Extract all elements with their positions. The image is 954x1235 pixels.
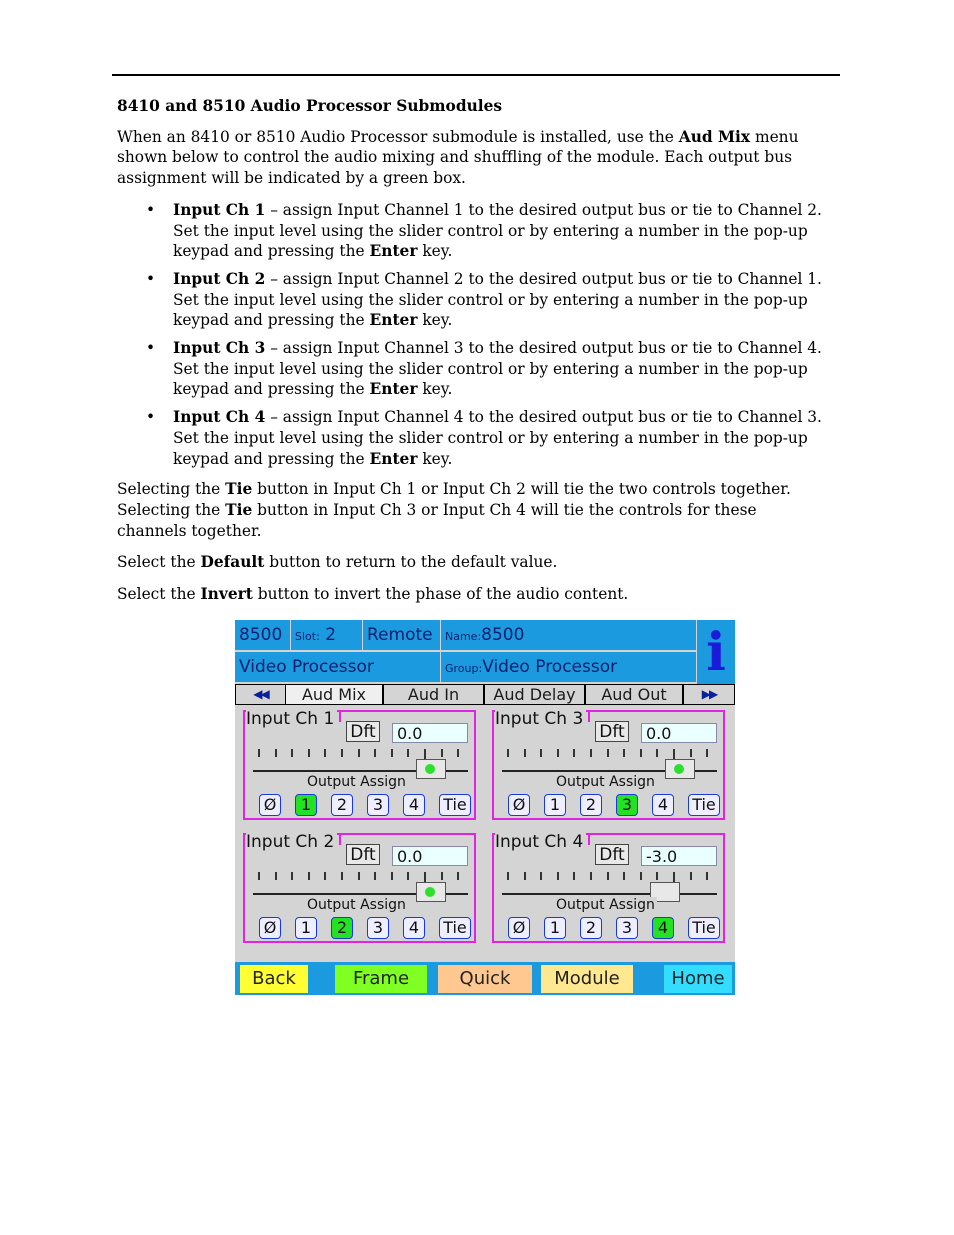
top-rule — [112, 74, 840, 76]
back-button[interactable]: Back — [240, 965, 308, 993]
scale-tick — [656, 749, 658, 757]
bullet-text: – assign Input Channel 4 to the desired output bus or tie to Channel 3. Set the input level using the slider control or by entering a number in the pop-up keypad and pressing the — [173, 408, 822, 468]
invert-text: button to invert the phase of the audio content. — [252, 585, 629, 604]
bullet-item — [173, 200, 829, 262]
tab-aud-delay[interactable]: Aud Delay — [485, 685, 584, 704]
output-bus-2-button[interactable]: 2 — [580, 917, 602, 939]
panel-input-ch-2 — [243, 833, 476, 943]
scale-tick — [324, 749, 326, 757]
title-divider — [588, 833, 590, 845]
scale-tick — [507, 872, 509, 880]
default-button[interactable]: Dft — [346, 844, 380, 865]
title-divider — [339, 710, 341, 722]
tie-button[interactable]: Tie — [439, 917, 471, 939]
output-assign-buttons — [259, 794, 473, 816]
scale-tick — [673, 872, 675, 882]
invert-button[interactable]: Ø — [508, 794, 530, 816]
title-divider — [339, 833, 341, 845]
output-bus-1-button[interactable]: 1 — [544, 794, 566, 816]
scale-tick — [524, 872, 526, 880]
invert-text: Select the — [117, 585, 201, 604]
home-button[interactable]: Home — [664, 965, 732, 993]
output-assign-label: Output Assign — [556, 897, 655, 913]
scale-tick — [507, 749, 509, 757]
panel-input-ch-3 — [492, 710, 725, 820]
level-scale — [507, 749, 713, 759]
tab-next-icon[interactable]: ▶▶ — [684, 685, 734, 704]
tie-bold: Tie — [225, 480, 253, 499]
header-type: Video Processor — [235, 652, 440, 682]
scale-tick — [607, 872, 609, 880]
output-bus-1-button[interactable]: 1 — [295, 917, 317, 939]
title-divider — [588, 710, 590, 722]
group-value: Video Processor — [482, 657, 618, 677]
section-heading: 8410 and 8510 Audio Processor Submodules — [117, 97, 503, 115]
tab-aud-out[interactable]: Aud Out — [586, 685, 682, 704]
scale-tick — [573, 749, 575, 757]
invert-paragraph — [117, 584, 829, 605]
tie-text: button in Input Ch 3 or Input Ch 4 will tie the controls for these channels together. — [117, 500, 757, 540]
default-text: button to return to the default value. — [264, 553, 558, 572]
bullet-text: – assign Input Channel 1 to the desired output bus or tie to Channel 2. Set the input level using the slider control or by entering a number in the pop-up keypad and pressing the — [173, 200, 822, 261]
default-button[interactable]: Dft — [595, 721, 629, 742]
frame-button[interactable]: Frame — [335, 965, 427, 993]
output-bus-1-button[interactable]: 1 — [295, 794, 317, 816]
intro-text-2: menu shown below to control the audio mixing and shuffling of the module. Each output bus assignment will be indicated by a green box. — [117, 127, 799, 188]
scale-tick — [441, 749, 443, 757]
default-text: Select the — [117, 553, 201, 572]
level-input[interactable]: 0.0 — [392, 846, 468, 866]
bullet-bold: Input Ch 2 — [173, 269, 266, 288]
level-scale — [507, 872, 713, 882]
intro-text: When an 8410 or 8510 Audio Processor submodule is installed, use the — [117, 127, 679, 146]
output-assign-label: Output Assign — [307, 897, 406, 913]
default-paragraph — [117, 552, 829, 573]
scale-tick — [656, 872, 658, 880]
slider-track[interactable] — [502, 893, 717, 895]
output-bus-4-button[interactable]: 4 — [403, 794, 425, 816]
bullet-key: Enter — [369, 380, 418, 399]
output-bus-3-button[interactable]: 3 — [367, 917, 389, 939]
invert-button[interactable]: Ø — [508, 917, 530, 939]
level-scale — [258, 749, 464, 759]
scale-tick — [341, 872, 343, 880]
scale-tick — [275, 749, 277, 757]
scale-tick — [457, 872, 459, 880]
header-model: 8500 — [235, 620, 290, 650]
intro-bold: Aud Mix — [678, 127, 751, 146]
output-bus-3-button[interactable]: 3 — [616, 794, 638, 816]
channel-title: Input Ch 1 — [246, 709, 337, 729]
scale-tick — [706, 872, 708, 880]
level-input[interactable]: 0.0 — [641, 723, 717, 743]
group-label: Group: — [445, 662, 483, 675]
bullet-item — [173, 407, 829, 469]
scale-tick — [441, 872, 443, 880]
output-assign-buttons — [508, 917, 722, 939]
tie-text: button in Input Ch 1 or Input Ch 2 will tie the two controls together. Selecting the — [117, 480, 791, 519]
bullet-tail: key. — [417, 242, 453, 261]
scale-tick — [258, 749, 260, 757]
bullet-text: – assign Input Channel 3 to the desired output bus or tie to Channel 4. Set the input level using the slider control or by entering a number in the pop-up keypad and pressing the — [173, 339, 822, 399]
intro-paragraph — [117, 127, 829, 189]
scale-tick — [391, 749, 393, 757]
output-bus-2-button[interactable]: 2 — [580, 794, 602, 816]
scale-tick — [607, 749, 609, 757]
default-bold: Default — [200, 553, 265, 572]
tie-text: Selecting the — [117, 480, 226, 499]
scale-tick — [291, 872, 293, 880]
scale-tick — [324, 872, 326, 880]
tab-bar — [235, 684, 735, 705]
invert-button[interactable]: Ø — [259, 917, 281, 939]
bullet-bold: Input Ch 1 — [173, 200, 266, 219]
panel-input-ch-1 — [243, 710, 476, 820]
slider-indicator — [425, 887, 435, 897]
bullet-item — [173, 338, 829, 400]
tie-button[interactable]: Tie — [688, 794, 720, 816]
scale-tick — [557, 749, 559, 757]
scale-tick — [358, 872, 360, 880]
channel-title: Input Ch 4 — [495, 832, 586, 852]
scale-tick — [706, 749, 708, 757]
panel-input-ch-4 — [492, 833, 725, 943]
scale-tick — [424, 749, 426, 759]
slider-thumb[interactable] — [416, 759, 446, 779]
scale-tick — [374, 749, 376, 757]
output-assign-buttons — [508, 794, 722, 816]
scale-tick — [374, 872, 376, 880]
output-assign-label: Output Assign — [307, 774, 406, 790]
bullet-key: Enter — [369, 242, 418, 261]
header-slot — [291, 620, 362, 650]
scale-tick — [623, 749, 625, 757]
scale-tick — [540, 749, 542, 757]
scale-tick — [623, 872, 625, 880]
quick-button[interactable]: Quick — [438, 965, 532, 993]
bullet-tail: key. — [417, 311, 453, 330]
level-input[interactable]: -3.0 — [641, 846, 717, 866]
header-name — [441, 620, 696, 650]
bullet-key: Enter — [369, 311, 418, 330]
scale-tick — [690, 749, 692, 757]
scale-tick — [673, 749, 675, 759]
scale-tick — [573, 872, 575, 880]
channel-panels — [238, 707, 731, 947]
scale-tick — [457, 749, 459, 757]
channel-title: Input Ch 3 — [495, 709, 586, 729]
scale-tick — [690, 872, 692, 880]
bullet-tail: key. — [417, 380, 453, 399]
header-mode: Remote — [363, 620, 440, 650]
tab-aud-in[interactable]: Aud In — [384, 685, 483, 704]
scale-tick — [424, 872, 426, 882]
scale-tick — [524, 749, 526, 757]
output-bus-4-button[interactable]: 4 — [652, 917, 674, 939]
invert-button[interactable]: Ø — [259, 794, 281, 816]
bullet-bold: Input Ch 4 — [173, 408, 266, 427]
slider-thumb[interactable] — [416, 882, 446, 902]
level-input[interactable]: 0.0 — [392, 723, 468, 743]
scale-tick — [640, 872, 642, 880]
slot-label: Slot: — [295, 630, 320, 643]
tab-prev-icon[interactable]: ◀◀ — [236, 685, 285, 704]
scale-tick — [640, 749, 642, 757]
aud-mix-screenshot — [235, 620, 735, 995]
bullet-text: – assign Input Channel 2 to the desired output bus or tie to Channel 1. Set the input level using the slider control or by entering a number in the pop-up keypad and pressing the — [173, 269, 822, 330]
output-assign-label: Output Assign — [556, 774, 655, 790]
header-group — [441, 652, 696, 682]
bullet-list — [117, 200, 829, 469]
channel-title: Input Ch 2 — [246, 832, 337, 852]
bullet-key: Enter — [369, 449, 418, 468]
name-label: Name: — [445, 630, 482, 643]
slot-value: 2 — [325, 625, 337, 645]
scale-tick — [308, 749, 310, 757]
level-scale — [258, 872, 464, 882]
scale-tick — [407, 872, 409, 880]
scale-tick — [557, 872, 559, 880]
scale-tick — [407, 749, 409, 757]
slider-thumb[interactable] — [665, 759, 695, 779]
document-body — [117, 96, 829, 616]
name-value: 8500 — [481, 625, 525, 645]
output-bus-4-button[interactable]: 4 — [403, 917, 425, 939]
scale-tick — [275, 872, 277, 880]
bullet-tail: key. — [417, 449, 453, 468]
scale-tick — [258, 872, 260, 880]
output-bus-1-button[interactable]: 1 — [544, 917, 566, 939]
tie-paragraph — [117, 479, 829, 541]
output-bus-2-button[interactable]: 2 — [331, 794, 353, 816]
invert-bold: Invert — [200, 585, 253, 604]
slider-indicator — [425, 764, 435, 774]
slider-indicator — [674, 764, 684, 774]
output-bus-4-button[interactable]: 4 — [652, 794, 674, 816]
scale-tick — [358, 749, 360, 757]
output-bus-3-button[interactable]: 3 — [616, 917, 638, 939]
output-assign-buttons — [259, 917, 473, 939]
bullet-item — [173, 269, 829, 331]
bottom-nav-bar — [235, 962, 735, 995]
default-button[interactable]: Dft — [595, 844, 629, 865]
bullet-bold: Input Ch 3 — [173, 339, 266, 358]
tie-button[interactable]: Tie — [439, 794, 471, 816]
scale-tick — [590, 872, 592, 880]
scale-tick — [341, 749, 343, 757]
module-button[interactable]: Module — [541, 965, 633, 993]
scale-tick — [590, 749, 592, 757]
tab-aud-mix[interactable]: Aud Mix — [286, 685, 382, 704]
default-button[interactable]: Dft — [346, 721, 380, 742]
tie-bold: Tie — [225, 500, 253, 519]
scale-tick — [308, 872, 310, 880]
info-icon[interactable]: i — [697, 620, 735, 685]
output-bus-3-button[interactable]: 3 — [367, 794, 389, 816]
tie-button[interactable]: Tie — [688, 917, 720, 939]
output-bus-2-button[interactable]: 2 — [331, 917, 353, 939]
scale-tick — [391, 872, 393, 880]
scale-tick — [540, 872, 542, 880]
scale-tick — [291, 749, 293, 757]
